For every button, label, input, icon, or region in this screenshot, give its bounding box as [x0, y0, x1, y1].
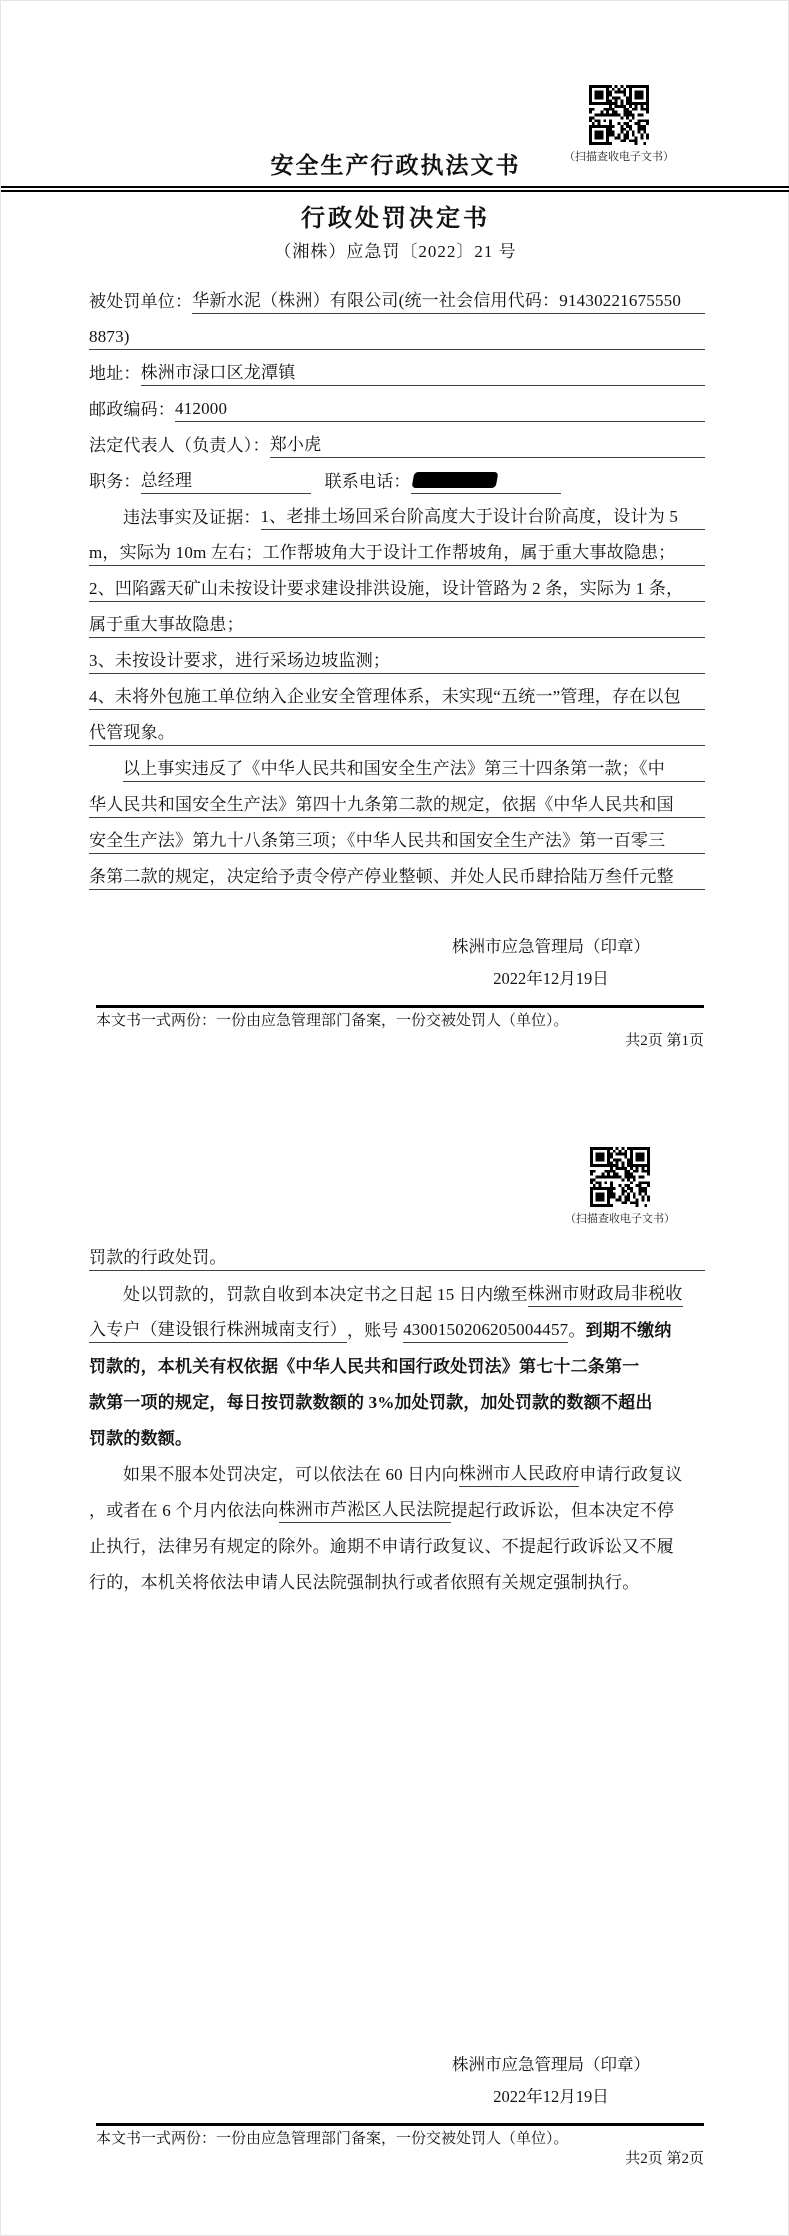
- agency-signature: 株洲市应急管理局（印章）: [452, 937, 650, 956]
- underlined-text-segment: 3、未按设计要求，进行采场边坡监测；: [89, 646, 390, 674]
- text-segment: 邮政编码：: [89, 400, 175, 419]
- document-line: [89, 1559, 705, 1595]
- document-line: [89, 314, 705, 350]
- underline-filler: [244, 602, 705, 638]
- underlined-text-segment: 以上事实违反了《中华人民共和国安全生产法》第三十四条第一款；《中: [123, 754, 665, 782]
- document-line: [89, 566, 705, 602]
- underline-filler: [674, 854, 705, 890]
- text-segment: 申请行政复议: [579, 1465, 683, 1484]
- underlined-text-segment: 1、老排土场回采台阶高度大于设计台阶高度，设计为 5: [261, 502, 678, 530]
- text-segment: 地址：: [89, 364, 141, 383]
- underlined-text-segment: 条第二款的规定，决定给予责令停产停业整顿、并处人民币肆拾陆万叁仟元整: [89, 862, 674, 890]
- document-line: [89, 458, 705, 494]
- underline-filler: [678, 494, 705, 530]
- document-line: [89, 602, 705, 638]
- text-segment: 职务：: [89, 472, 141, 491]
- underlined-text-segment: 郑小虎: [270, 430, 322, 458]
- signature-date: 2022年12月19日: [493, 2087, 609, 2106]
- document-line: [89, 1307, 705, 1343]
- underlined-text-segment: 8873): [89, 327, 130, 350]
- underlined-text-segment: 代管现象。: [89, 718, 175, 746]
- document-line: [89, 1343, 705, 1379]
- text-segment: 处以罚款的，罚款自收到本决定书之日起 15 日内缴至: [123, 1285, 528, 1304]
- underlined-text-segment: 2、凹陷露天矿山未按设计要求建设排洪设施，设计管路为 2 条，实际为 1 条，: [89, 574, 683, 602]
- signature-block: [421, 2049, 681, 2113]
- document-line: [89, 350, 705, 386]
- text-segment: 提起行政诉讼，但本决定不停: [450, 1501, 675, 1520]
- footer-note: 本文书一式两份：一份由应急管理部门备案，一份交被处罚人（单位）。: [96, 1013, 569, 1029]
- document-line: [89, 278, 705, 314]
- underlined-text-segment: m，实际为 10m 左右；工作帮坡角大于设计工作帮坡角，属于重大事故隐患；: [89, 538, 675, 566]
- underlined-text-segment: 安全生产法》第九十八条第三项；《中华人民共和国安全生产法》第一百零三: [89, 826, 665, 854]
- underlined-text-segment: 4、未将外包施工单位纳入企业安全管理体系，未实现“五统一”管理，存在以包: [89, 682, 681, 710]
- text-segment: ，或者在 6 个月内依法向: [89, 1501, 279, 1520]
- text-segment: 法定代表人（负责人）：: [89, 436, 270, 455]
- underlined-text-segment: 华人民共和国安全生产法》第四十九条第二款的规定，依据《中华人民共和国: [89, 790, 674, 818]
- text-segment: 违法事实及证据：: [123, 508, 261, 527]
- text-segment: 款第一项的规定，每日按罚款数额的 3%加处罚款，加处罚款的数额不超出: [89, 1393, 653, 1412]
- page-number: 共2页 第1页: [625, 1033, 704, 1049]
- document-line: [89, 746, 705, 782]
- text-segment: ，账号: [347, 1321, 404, 1340]
- document-line: [89, 1235, 705, 1271]
- underline-filler: [175, 710, 705, 746]
- underline-filler: [683, 566, 705, 602]
- underlined-text-segment: 华新水泥（株洲）有限公司(统一社会信用代码：91430221675550: [192, 286, 681, 314]
- footer-rule: [96, 2123, 704, 2126]
- underline-filler: [321, 422, 705, 458]
- agency-signature: 株洲市应急管理局（印章）: [452, 2055, 650, 2074]
- signature-block: [421, 931, 681, 995]
- text-segment: 如果不服本处罚决定，可以依法在 60 日内向: [123, 1465, 459, 1484]
- signature-date: 2022年12月19日: [493, 969, 609, 988]
- redaction-bar: [411, 472, 498, 488]
- underline-filler: [295, 350, 705, 386]
- document-line: [89, 422, 705, 458]
- document-line: [89, 854, 705, 890]
- text-segment: 被处罚单位：: [89, 292, 193, 311]
- document-line: [89, 1271, 705, 1307]
- document-line: [89, 1487, 705, 1523]
- document-line: [89, 1451, 705, 1487]
- qr-code: [590, 1147, 650, 1207]
- document-line: [89, 1415, 705, 1451]
- document-line: [89, 1523, 705, 1559]
- qr-caption: （扫描查收电子文书）: [565, 1213, 675, 1225]
- footer-rule: [96, 1005, 704, 1008]
- underline-filler: [227, 1235, 705, 1271]
- text-segment: 罚款的，本机关有权依据《中华人民共和国行政处罚法》第七十二条第一: [89, 1357, 640, 1376]
- page-footer: [96, 1005, 704, 1051]
- document-line: [89, 818, 705, 854]
- text-segment: 到期不缴纳: [585, 1321, 672, 1340]
- document-number: （湘株）应急罚〔2022〕21 号: [274, 242, 517, 261]
- underlined-text-segment: 412000: [175, 399, 227, 422]
- underlined-text-segment: 株洲市人民政府: [459, 1459, 579, 1487]
- underlined-text-segment: 株洲市芦淞区人民法院: [279, 1495, 451, 1523]
- underline-filler: [681, 674, 705, 710]
- document-line: [89, 530, 705, 566]
- document-line: [89, 494, 705, 530]
- header-double-rule: [1, 186, 789, 192]
- document-line: [89, 710, 705, 746]
- redacted-phone: [411, 472, 561, 494]
- document-line: [89, 638, 705, 674]
- underlined-text-segment: 入专户（建设银行株洲城南支行）: [89, 1315, 347, 1343]
- underlined-text-segment: 株洲市渌口区龙潭镇: [141, 358, 296, 386]
- text-segment: 行的，本机关将依法申请人民法院强制执行或者依照有关规定强制执行。: [89, 1573, 640, 1592]
- text-segment: 联系电话：: [324, 472, 411, 491]
- document-line: [89, 386, 705, 422]
- qr-caption: （扫描查收电子文书）: [564, 151, 674, 163]
- document-line: [89, 1379, 705, 1415]
- underline-filler: [674, 782, 705, 818]
- underline-filler: [227, 386, 705, 422]
- underlined-text-segment: 属于重大事故隐患；: [89, 610, 244, 638]
- document-line: [89, 782, 705, 818]
- underlined-text-segment: 罚款的行政处罚。: [89, 1243, 227, 1271]
- underline-filler: [130, 314, 705, 350]
- underline-filler: [390, 638, 705, 674]
- underline-filler: [665, 818, 705, 854]
- underline-filler: [665, 746, 705, 782]
- document-line: [89, 674, 705, 710]
- text-segment: 。: [568, 1321, 586, 1340]
- qr-code: [589, 85, 649, 145]
- underline-filler: [675, 530, 705, 566]
- page1-body: [89, 278, 705, 890]
- text-segment: 罚款的数额。: [89, 1429, 193, 1448]
- page-number: 共2页 第2页: [625, 2151, 704, 2167]
- footer-note: 本文书一式两份：一份由应急管理部门备案，一份交被处罚人（单位）。: [96, 2131, 569, 2147]
- underlined-text-segment: 株洲市财政局非税收: [528, 1279, 683, 1307]
- underlined-text-segment: 总经理: [141, 466, 311, 494]
- document-category-heading: 安全生产行政执法文书: [270, 153, 521, 178]
- page-title: 行政处罚决定书: [301, 206, 490, 232]
- underline-filler: [681, 278, 705, 314]
- page2-body: [89, 1235, 705, 1595]
- text-segment: 止执行，法律另有规定的除外。逾期不申请行政复议、不提起行政诉讼又不履: [89, 1537, 674, 1556]
- underlined-text-segment: 4300150206205004457: [403, 1320, 568, 1343]
- page-footer: [96, 2123, 704, 2169]
